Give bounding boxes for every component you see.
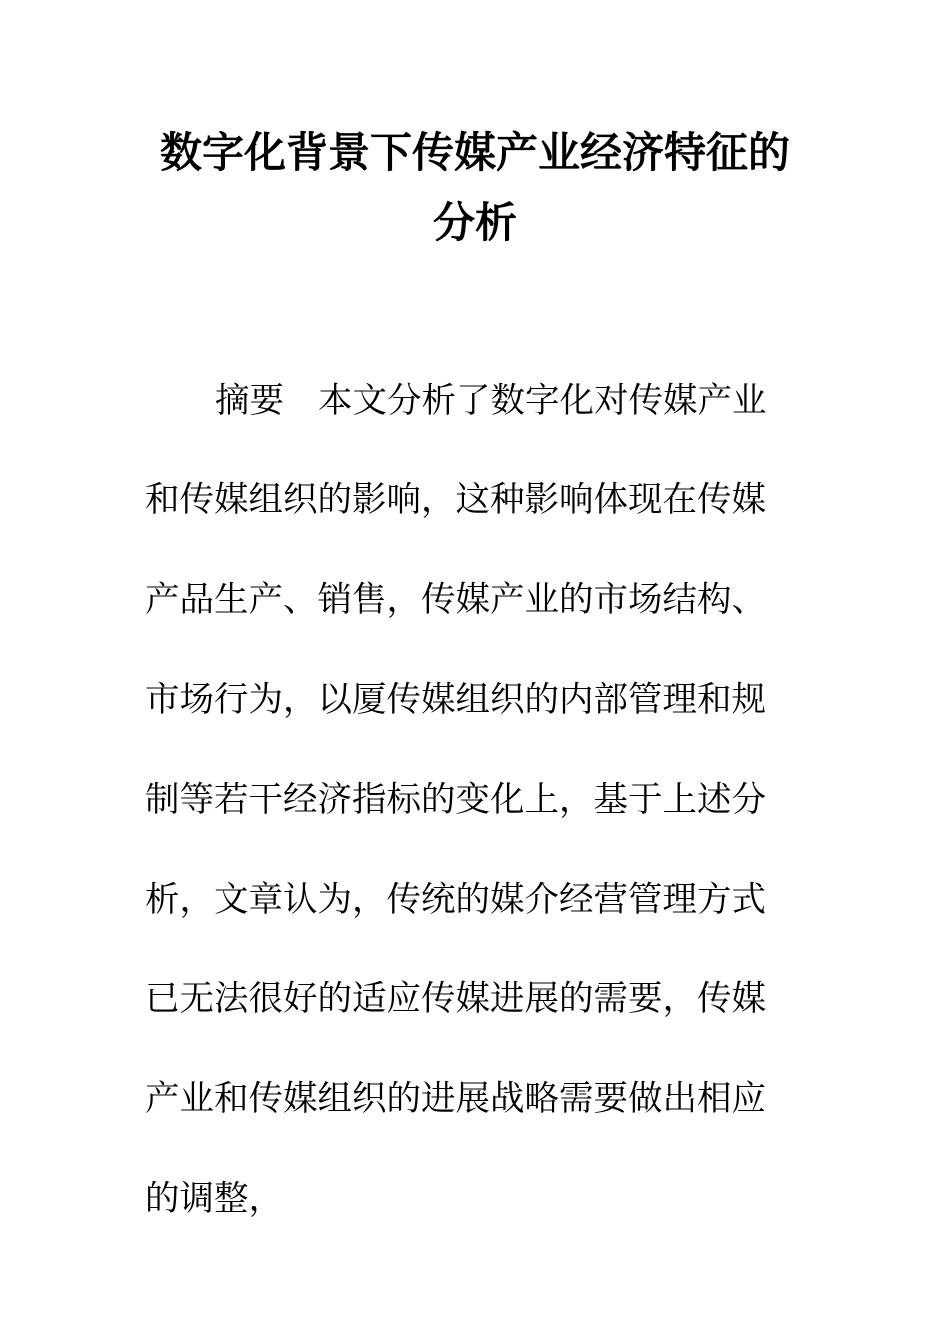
body-line-4: 市场行为，以厦传媒组织的内部管理和规	[145, 680, 766, 720]
document-title-line-2: 分析	[432, 198, 517, 247]
abstract-first-line	[215, 379, 855, 423]
body-line-7: 已无法很好的适应传媒进展的需要，传媒	[145, 979, 766, 1019]
abstract-label: 摘要	[215, 381, 284, 421]
body-line-9: 的调整，	[145, 1179, 283, 1219]
body-line-8: 产业和传媒组织的进展战略需要做出相应	[145, 1079, 766, 1119]
body-line-2: 和传媒组织的影响，这种影响体现在传媒	[145, 480, 766, 520]
body-line-1: 本文分析了数字化对传媒产业	[318, 381, 767, 421]
body-line-6: 析，文章认为，传统的媒介经营管理方式	[145, 880, 766, 920]
body-line-5: 制等若干经济指标的变化上，基于上述分	[145, 780, 766, 820]
document-title-line-1: 数字化背景下传媒产业经济特征的	[159, 128, 790, 177]
body-line-3: 产品生产、销售，传媒产业的市场结构、	[145, 580, 766, 620]
